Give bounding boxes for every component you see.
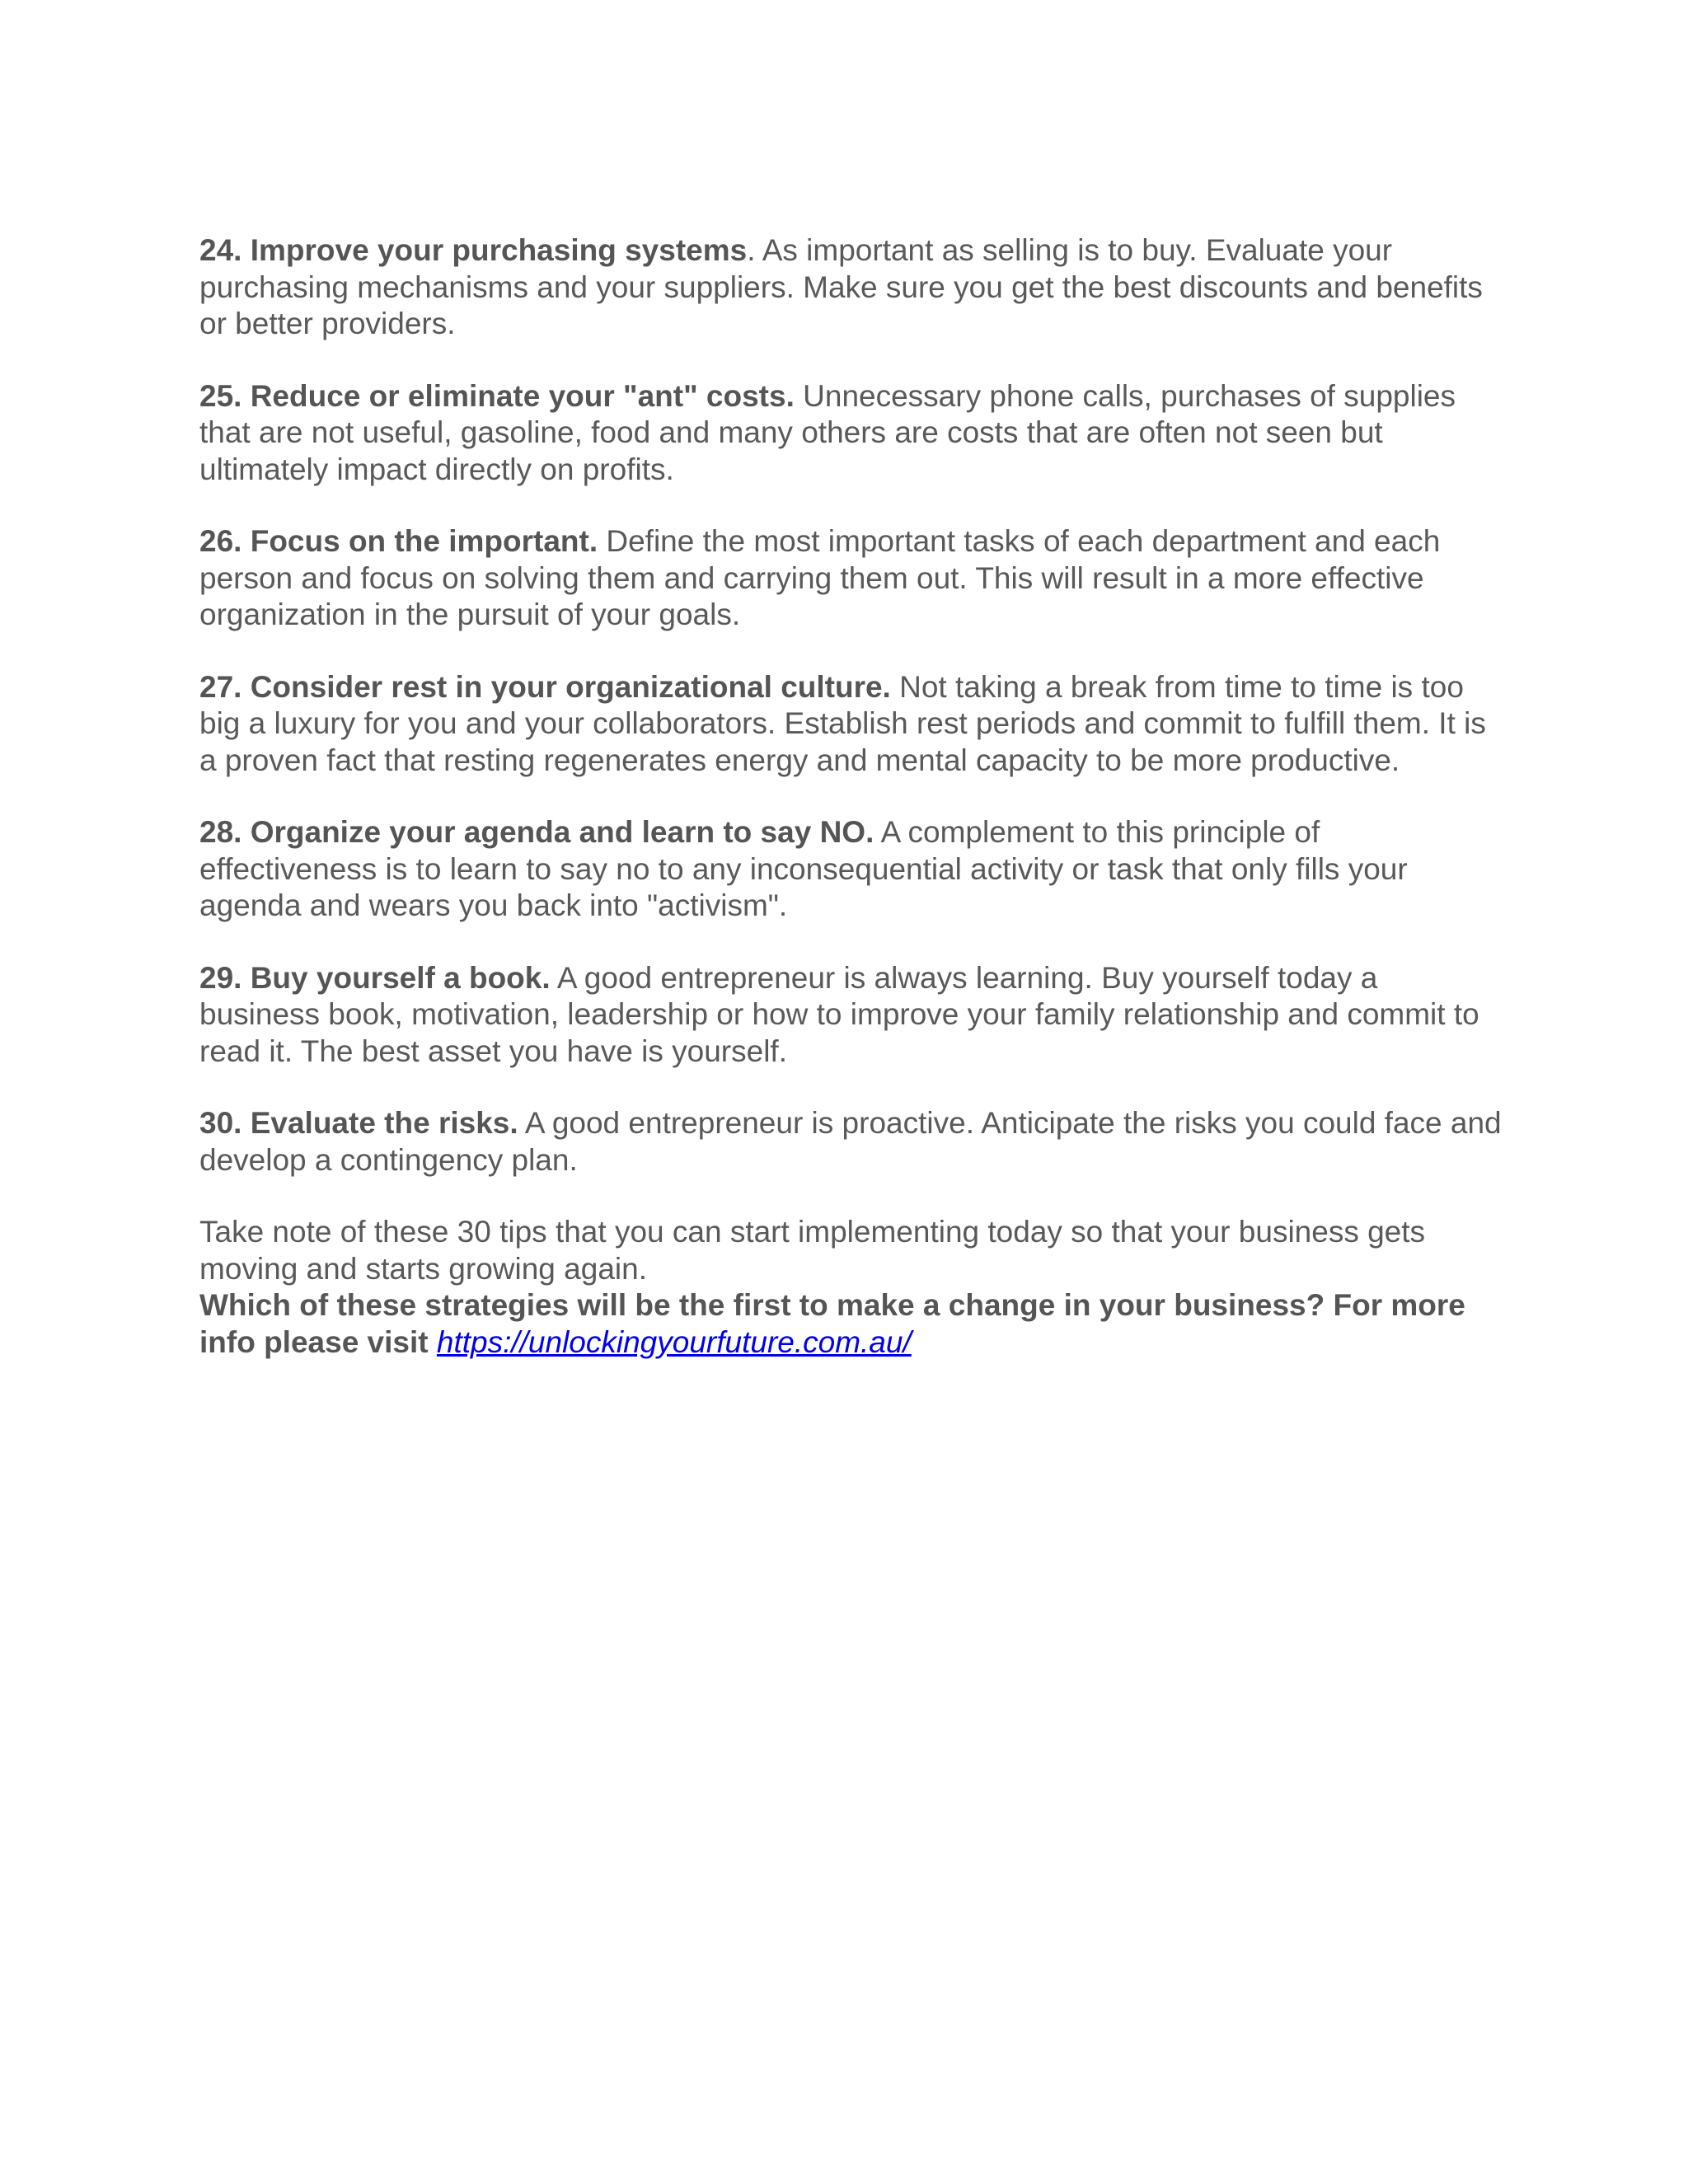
tip-30 [199, 1105, 1502, 1179]
tip-24 [199, 232, 1502, 343]
tip-title: 25. Reduce or eliminate your "ant" costs. [199, 378, 795, 413]
closing-question-text: Which of these strategies will be the first to make a change in your business? For more info please visit [199, 1288, 1465, 1359]
tip-title: 28. Organize your agenda and learn to say NO. [199, 815, 874, 849]
closing-paragraph: Take note of these 30 tips that you can start implementing today so that your business gets moving and starts growing again. [199, 1215, 1426, 1286]
tip-title: 30. Evaluate the risks. [199, 1106, 518, 1140]
tip-28 [199, 814, 1502, 925]
tip-body: Not taking a break from time to time is too big a luxury for you and your collaborators. Establish rest periods and commit to fulfill them. It is a proven fact that resting regenerates energy and mental capacity to be more productive. [199, 669, 1486, 777]
tip-27 [199, 669, 1502, 780]
document-body [199, 232, 1502, 1361]
tip-title: 29. Buy yourself a book. [199, 960, 551, 995]
tip-title: 24. Improve your purchasing systems [199, 233, 748, 267]
closing-question [199, 1287, 1502, 1361]
tip-body: A good entrepreneur is always learning. Buy yourself today a business book, motivation, leadership or how to improve your family relationship and commit to read it. The best asset you have is yourself. [199, 960, 1479, 1068]
tip-26 [199, 523, 1502, 634]
tip-title: 27. Consider rest in your organizational culture. [199, 669, 891, 704]
tip-body: . As important as selling is to buy. Evaluate your purchasing mechanisms and your suppliers. Make sure you get the best discounts and benefits or better providers. [199, 233, 1483, 340]
tip-body: A good entrepreneur is proactive. Anticipate the risks you could face and develop a contingency plan. [199, 1106, 1502, 1177]
tip-29 [199, 960, 1502, 1071]
tip-title: 26. Focus on the important. [199, 524, 598, 558]
website-link[interactable]: https://unlockingyourfuture.com.au/ [436, 1324, 912, 1359]
tip-body: Define the most important tasks of each department and each person and focus on solving them and carrying them out. This will result in a more effective organization in the pursuit of your goals. [199, 524, 1441, 631]
tip-body: Unnecessary phone calls, purchases of supplies that are not useful, gasoline, food and many others are costs that are often not seen but ultimately impact directly on profits. [199, 378, 1456, 486]
tip-body: A complement to this principle of effectiveness is to learn to say no to any inconsequential activity or task that only fills your agenda and wears you back into "activism". [199, 815, 1408, 922]
tip-25 [199, 378, 1502, 489]
